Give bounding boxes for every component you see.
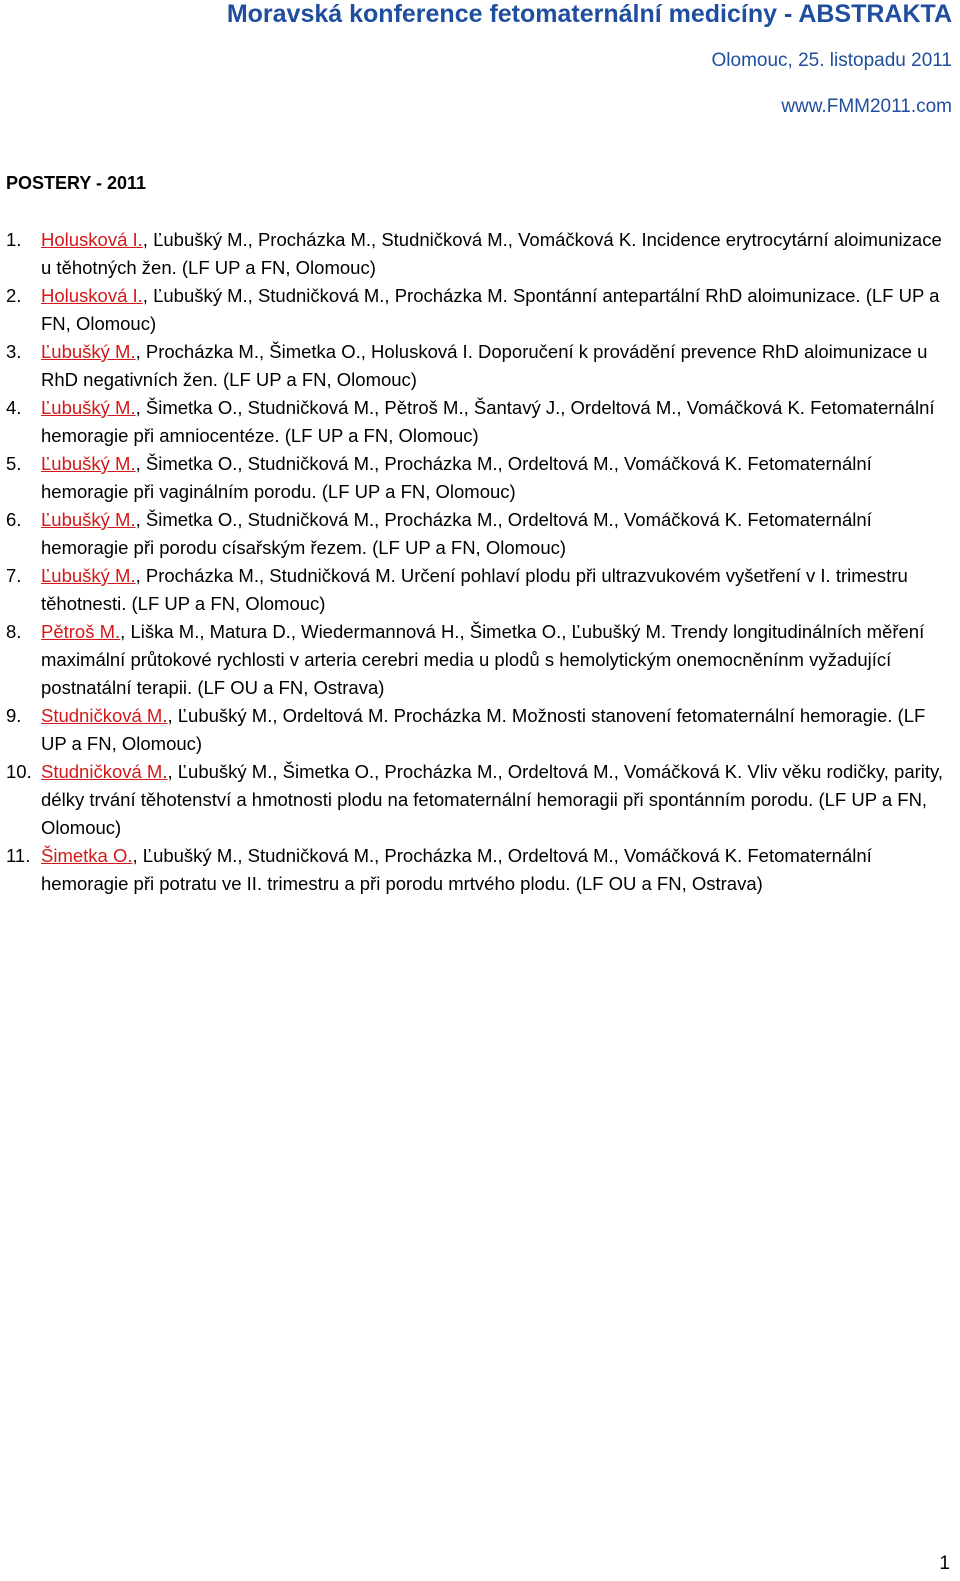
item-number: 4. — [6, 397, 22, 418]
list-item — [0, 758, 955, 842]
item-text: , Ľubušký M., Ordeltová M. Procházka M. Možnosti stanovení fetomaternální hemoragie. (LF UP a FN, Olomouc) — [41, 705, 926, 754]
item-text: , Ľubušký M., Studničková M., Procházka M. Spontánní antepartální RhD aloimunizace. (LF UP a FN, Olomouc) — [41, 285, 940, 334]
item-text: , Ľubušký M., Šimetka O., Procházka M., Ordeltová M., Vomáčková K. Vliv věku rodičky, parity, délky trvání těhotenství a hmotnosti plodu na fetomaternální hemoragii při spontánním porodu. (LF UP a FN, Olomouc) — [41, 761, 944, 838]
list-item — [0, 394, 955, 450]
website-link[interactable]: www.FMM2011.com — [781, 96, 952, 117]
item-text: , Šimetka O., Studničková M., Procházka M., Ordeltová M., Vomáčková K. Fetomaternální hemoragie při porodu císařským řezem. (LF UP a FN, Olomouc) — [41, 509, 872, 558]
section-title: POSTERY - 2011 — [6, 173, 147, 193]
conference-title: Moravská konference fetomaternální medicíny - ABSTRAKTA — [226, 0, 952, 28]
item-text: , Procházka M., Šimetka O., Holusková I. Doporučení k provádění prevence RhD aloimunizace u RhD negativních žen. (LF UP a FN, Olomouc) — [41, 341, 928, 390]
first-author-link[interactable]: Ľubušký M. — [41, 453, 136, 474]
list-item — [0, 282, 955, 338]
item-text: , Liška M., Matura D., Wiedermannová H., Šimetka O., Ľubušký M. Trendy longitudinálních měření maximální průtokové rychlosti v arteria cerebri media u plodů s hemolytickým onemocněnínm vyžadující postnatální terapii. (LF OU a FN, Ostrava) — [41, 621, 925, 698]
item-number: 5. — [6, 453, 22, 474]
item-number: 8. — [6, 621, 22, 642]
item-number: 9. — [6, 705, 22, 726]
first-author-link[interactable]: Pětroš M. — [41, 621, 121, 642]
place-date: Olomouc, 25. listopadu 2011 — [711, 50, 952, 71]
item-number: 3. — [6, 341, 22, 362]
list-item — [0, 842, 955, 898]
page-number: 1 — [939, 1553, 950, 1574]
first-author-link[interactable]: Ľubušký M. — [41, 565, 136, 586]
list-item — [0, 618, 955, 702]
item-number: 7. — [6, 565, 22, 586]
item-number: 6. — [6, 509, 22, 530]
list-item — [0, 562, 955, 618]
list-item — [0, 450, 955, 506]
first-author-link[interactable]: Ľubušký M. — [41, 509, 136, 530]
first-author-link[interactable]: Holusková I. — [41, 285, 143, 306]
list-item — [0, 338, 955, 394]
first-author-link[interactable]: Studničková M. — [41, 705, 168, 726]
item-number: 11. — [6, 845, 31, 866]
item-number: 2. — [6, 285, 22, 306]
item-text: , Procházka M., Studničková M. Určení pohlaví plodu při ultrazvukovém vyšetření v I. trimestru těhotnesti. (LF UP a FN, Olomouc) — [41, 565, 908, 614]
first-author-link[interactable]: Studničková M. — [41, 761, 168, 782]
item-number: 1. — [6, 229, 22, 250]
item-text: , Ľubušký M., Procházka M., Studničková M., Vomáčková K. Incidence erytrocytární aloimunizace u těhotných žen. (LF UP a FN, Olomouc) — [41, 229, 942, 278]
list-item — [0, 506, 955, 562]
first-author-link[interactable]: Ľubušký M. — [41, 341, 136, 362]
list-item — [0, 226, 955, 282]
first-author-link[interactable]: Ľubušký M. — [41, 397, 136, 418]
item-number: 10. — [6, 761, 32, 782]
poster-list — [0, 226, 955, 898]
item-text: , Ľubušký M., Studničková M., Procházka M., Ordeltová M., Vomáčková K. Fetomaternální hemoragie při potratu ve II. trimestru a při porodu mrtvého plodu. (LF OU a FN, Ostrava) — [41, 845, 872, 894]
item-text: , Šimetka O., Studničková M., Pětroš M., Šantavý J., Ordeltová M., Vomáčková K. Fetomaternální hemoragie při amniocentéze. (LF UP a FN, Olomouc) — [41, 397, 935, 446]
item-text: , Šimetka O., Studničková M., Procházka M., Ordeltová M., Vomáčková K. Fetomaternální hemoragie při vaginálním porodu. (LF UP a FN, Olomouc) — [41, 453, 872, 502]
first-author-link[interactable]: Šimetka O. — [41, 845, 133, 866]
first-author-link[interactable]: Holusková I. — [41, 229, 143, 250]
list-item — [0, 702, 955, 758]
